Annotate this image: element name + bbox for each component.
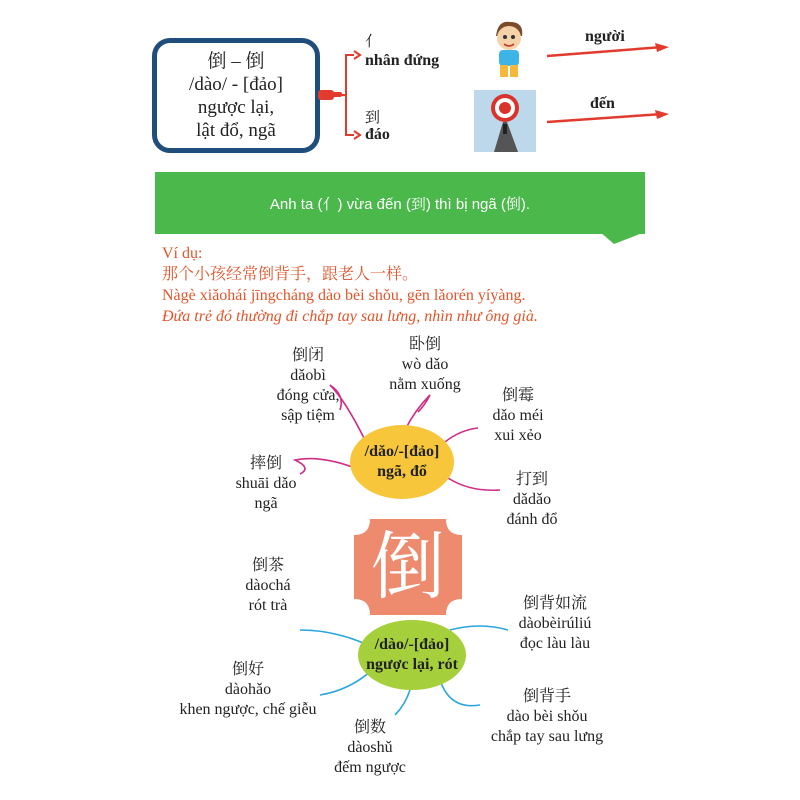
word-meaning: đánh đổ: [506, 511, 558, 528]
bubble-dao4: [358, 620, 466, 690]
word-meaning: khen ngược, chế giễu: [179, 701, 317, 718]
word-hanzi: 倒霉: [501, 387, 534, 404]
word-pinyin: dào bèi shǒu: [506, 708, 588, 725]
word-meaning: ngã: [254, 495, 278, 512]
word-node-shuaidao: [222, 454, 310, 514]
component-2-radical: 到: [365, 110, 381, 126]
word-hanzi: 倒闭: [291, 347, 324, 364]
word-pinyin: shuāi dǎo: [235, 475, 297, 492]
word-node-daohao: [168, 660, 328, 720]
bubble-dao3-meaning: ngã, đổ: [377, 463, 427, 480]
word-hanzi: 卧倒: [408, 336, 441, 353]
word-meaning: đếm ngược: [334, 759, 406, 776]
word-pinyin: dàoshǔ: [347, 739, 393, 756]
word-hanzi: 倒背如流: [522, 595, 587, 612]
bubble-dao4-meaning: ngược lại, rót: [366, 656, 458, 673]
word-meaning: xui xẻo: [494, 427, 542, 444]
word-pinyin: dàobèirúliú: [518, 615, 592, 632]
example-chinese: 那个小孩经常倒背手，跟老人一样。: [162, 266, 419, 283]
word-hanzi: 打到: [515, 471, 548, 488]
word-hanzi: 倒茶: [251, 557, 284, 574]
word-pinyin: dǎdǎo: [512, 491, 552, 508]
center-character: 倒: [371, 524, 445, 610]
char-pronunciation: /dào/ - [đảo]: [189, 73, 283, 95]
word-pinyin: dǎo méi: [492, 407, 544, 424]
banner-text: Anh ta (亻) vừa đến (到) thì bị ngã (倒).: [269, 195, 531, 213]
bubble-dao3: [350, 425, 454, 499]
component-1-meaning: nhân đứng: [365, 52, 440, 69]
word-node-daomei: [478, 386, 558, 446]
component-1-label: người: [585, 28, 625, 45]
branch-line: [445, 428, 478, 442]
word-node-dadao: [492, 470, 572, 530]
example-vietnamese: Đứa trẻ đó thường đi chắp tay sau lưng, nhìn như ông già.: [162, 308, 538, 325]
example-heading: Ví dụ:: [162, 245, 203, 262]
word-node-daocha: [228, 556, 308, 616]
word-node-daobeishou: [478, 687, 616, 747]
example-pinyin: Nàgè xiǎoháí jīngcháng dào bèi shǒu, gēn lǎorén yíyàng.: [162, 287, 526, 304]
char-pair: 倒 – 倒: [207, 50, 265, 72]
bubble-dao4-pronunciation: /dào/-[đảo]: [374, 636, 450, 653]
word-meaning: đóng cửa,: [276, 387, 340, 404]
word-meaning: sập tiệm: [281, 407, 335, 424]
word-hanzi: 倒数: [353, 719, 386, 736]
char-meaning-1: ngược lại,: [197, 96, 275, 118]
branch-line: [440, 680, 480, 706]
word-node-daobeiruliu: [500, 594, 610, 654]
word-pinyin: dàohǎo: [224, 681, 272, 698]
component-1-radical: 亻: [365, 34, 381, 50]
char-meaning-2: lật đổ, ngã: [196, 119, 276, 141]
word-hanzi: 摔倒: [249, 455, 282, 472]
word-hanzi: 倒背手: [522, 688, 571, 705]
word-hanzi: 倒好: [231, 661, 264, 678]
word-meaning: chắp tay sau lưng: [490, 728, 604, 745]
word-node-wodao: [375, 335, 475, 395]
component-2-meaning: đáo: [365, 126, 390, 143]
word-meaning: rót trà: [248, 597, 288, 614]
word-pinyin: dàochá: [245, 577, 291, 594]
word-meaning: nằm xuống: [389, 376, 461, 393]
word-node-daoshu: [322, 718, 418, 778]
bubble-dao3-pronunciation: /dǎo/-[đảo]: [364, 443, 440, 460]
word-node-daobi: [248, 346, 368, 426]
word-pinyin: wò dǎo: [401, 356, 449, 373]
branch-line: [395, 690, 410, 715]
word-pinyin: dǎobì: [290, 367, 326, 384]
component-2-label: đến: [590, 95, 615, 112]
word-meaning: đọc làu làu: [519, 635, 591, 652]
